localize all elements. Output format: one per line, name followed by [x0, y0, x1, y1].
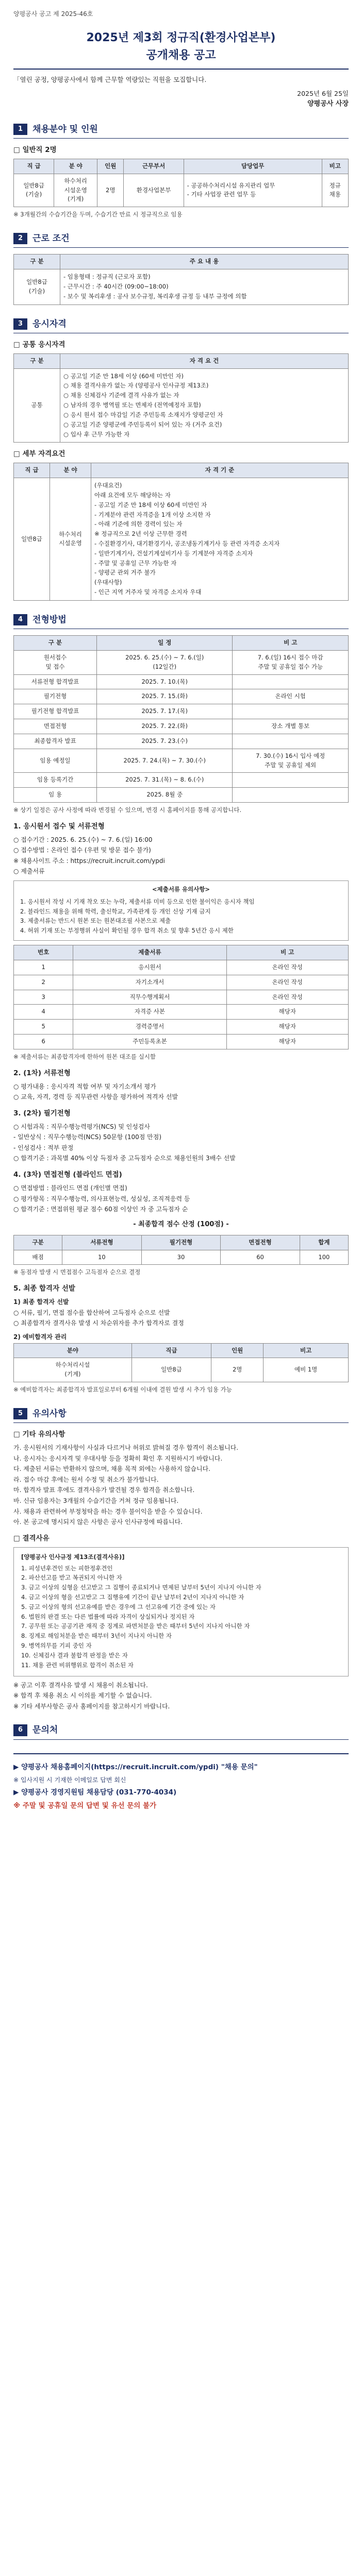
table-cell: 자격증 사본: [73, 1005, 226, 1020]
list-item: - 양평군 관외 거주 불가: [94, 569, 156, 577]
table-cell: 100: [300, 1250, 348, 1265]
detail-eligibility-table: [13, 463, 349, 601]
table-row: [14, 1005, 349, 1020]
submission-notes-box: [13, 880, 349, 941]
table-row: [14, 689, 349, 704]
table-cell: 2025. 7. 23.(수): [97, 734, 233, 749]
table-row: [14, 1250, 349, 1265]
table-cell: 원서접수 및 접수: [14, 651, 97, 675]
list-item: ○ 응시 원서 접수 마감일 기준 주민등록 소재지가 양평군인 자: [63, 411, 223, 418]
table-cell: 자기소개서: [73, 975, 226, 990]
section-selection-process: [13, 613, 349, 629]
table-cell: 3: [14, 990, 73, 1005]
table-cell: 경력증명서: [73, 1020, 226, 1035]
list-item: 가. 응시원서의 기재사항이 사실과 다르거나 허위로 밝혀질 경우 합격이 취소됩니다.: [13, 1444, 239, 1452]
table-cell: 배점: [14, 1250, 62, 1265]
table-cell: 정규 채용: [322, 174, 348, 207]
application-heading: 1. 응시원서 접수 및 서류전형: [13, 822, 105, 831]
list-item: ○ 입사 후 근무 가능한 자: [63, 430, 130, 438]
section-title: 채용분야 및 인원: [32, 124, 98, 134]
list-item: ○ 시험과목 : 직무수행능력평가(NCS) 및 인성검사: [13, 1123, 150, 1130]
section-number: 3: [13, 318, 27, 330]
column-header: 비고: [322, 159, 348, 174]
column-header: 비 고: [233, 636, 349, 651]
table-cell: 장소 개별 통보: [233, 719, 349, 734]
score-formula-title: - 최종합격 점수 산정 (100점) -: [133, 1220, 229, 1228]
other-notes-items: [13, 1443, 349, 1527]
list-item: 5. 금고 이상의 형의 선고유예를 받은 경우에 그 선고유예 기간 중에 있는 자: [21, 1603, 216, 1611]
list-item: ○ 서류, 필기, 면접 점수를 합산하여 고득점자 순으로 선발: [13, 1309, 170, 1316]
table-cell: 일반8급: [131, 1358, 211, 1382]
other-notes-heading: □ 기타 유의사항: [13, 1430, 65, 1439]
column-header: 구 분: [14, 353, 60, 368]
list-item: ○ 평가항목 : 직무수행능력, 의사표현능력, 성실성, 조직적응력 등: [13, 1195, 190, 1202]
table-row: [14, 773, 349, 788]
disqualification-items: [21, 1564, 341, 1670]
table-cell: 임용 등록기간: [14, 773, 97, 788]
list-item: 라. 접수 마감 후에는 원서 수정 및 취소가 불가합니다.: [13, 1476, 159, 1483]
list-item: ※ 공고 이후 결격사유 발생 시 채용이 취소됩니다.: [13, 1681, 148, 1689]
table-row: [14, 960, 349, 975]
detail-field: 하수처리 시설운영: [50, 478, 91, 601]
list-item: 나. 응시자는 응시자격 및 우대사항 등을 정확히 확인 후 지원하시기 바랍니다.: [13, 1454, 223, 1462]
table-cell: 하수처리 시설운영 (기계): [54, 174, 97, 207]
column-header: 인원: [211, 1343, 264, 1358]
list-item: 8. 징계로 해임처분을 받은 때부터 3년이 지나지 아니한 자: [21, 1632, 172, 1640]
column-header: 인원: [97, 159, 124, 174]
section-conditions: [13, 232, 349, 248]
list-item: 1. 피성년후견인 또는 피한정후견인: [21, 1564, 113, 1572]
section-contact: [13, 1723, 349, 1739]
table-cell: 필기전형: [14, 689, 97, 704]
notice-number: 양평공사 공고 제 2025-46호: [13, 10, 93, 18]
table-row: [14, 704, 349, 719]
column-header: 제출서류: [73, 945, 226, 960]
notice-date: 2025년 6월 25일: [297, 90, 349, 98]
table-cell: [233, 674, 349, 689]
notice-org: 양평공사 사장: [307, 99, 349, 108]
table-cell: 온라인 작성: [226, 975, 348, 990]
table-cell: 1: [14, 960, 73, 975]
common-label: 공통: [14, 368, 60, 443]
sub-heading-detail: □ 세부 자격요건: [13, 450, 65, 459]
table-row: [14, 975, 349, 990]
column-header: 번호: [14, 945, 73, 960]
column-header: 직급: [131, 1343, 211, 1358]
table-row: [14, 1034, 349, 1049]
list-item: ○ 최종합격자 결격사유 발생 시 차순위자를 추가 합격자로 결정: [13, 1319, 184, 1327]
contact-warning: ※ 주말 및 공휴일 문의 답변 및 유선 문의 불가: [13, 1802, 157, 1810]
conditions-items: [60, 269, 349, 304]
column-header: 자 격 기 준: [91, 463, 349, 478]
application-lines: [13, 835, 349, 876]
list-item: ※ 합격 후 채용 취소 시 이의를 제기할 수 없습니다.: [13, 1692, 152, 1700]
table-cell: 온라인 작성: [226, 960, 348, 975]
list-item: - 기계분야 관련 자격증을 1개 이상 소지한 자: [94, 511, 211, 518]
list-item: 2. 파산선고를 받고 복권되지 아니한 자: [21, 1574, 122, 1582]
list-item: ○ 평가내용 : 응시자격 적합 여부 및 자기소개서 평가: [13, 1082, 156, 1090]
schedule-table: [13, 635, 349, 803]
list-item: - 임용형태 : 정규직 (근로자 포함): [63, 273, 151, 281]
column-header: 구 분: [14, 255, 60, 269]
interview-lines: [13, 1183, 349, 1214]
list-item: ○ 채용 신체검사 기준에 결격 사유가 없는 자: [63, 392, 179, 399]
table-row: [14, 651, 349, 675]
score-table: [13, 1235, 349, 1265]
table-cell: 10: [62, 1250, 142, 1265]
section-title: 전형방법: [32, 614, 67, 625]
table-cell: 60: [221, 1250, 300, 1265]
table-cell: 2025. 7. 10.(목): [97, 674, 233, 689]
table-cell: 해당자: [226, 1034, 348, 1049]
list-item: - 인성검사 : 적부 판정: [13, 1144, 74, 1151]
list-item: - 일반상식 : 직무수행능력(NCS) 50문항 (100점 만점): [13, 1133, 162, 1141]
table-cell: 2: [14, 975, 73, 990]
list-item: 1. 응시원서 작성 시 기재 착오 또는 누락, 제출서류 미비 등으로 인한 불이익은 응시자 책임: [20, 897, 255, 905]
list-item: ○ 제출서류: [13, 868, 45, 875]
table-cell: [233, 773, 349, 788]
table-row: [14, 1358, 349, 1382]
contact-box: [13, 1753, 349, 1811]
list-item: (우대사항): [94, 579, 122, 586]
list-item: ○ 남자의 경우 병역필 또는 면제자 (전역예정자 포함): [63, 401, 201, 409]
table-cell: [233, 704, 349, 719]
detail-grade: 일반8급: [14, 478, 50, 601]
table-cell: 하수처리시설 (기계): [14, 1358, 132, 1382]
table-cell: 환경사업본부: [124, 174, 184, 207]
column-header: 담당업무: [184, 159, 322, 174]
reserve-note: ※ 예비합격자는 최종합격자 발표일로부터 6개월 이내에 결원 발생 시 추가 임용 가능: [13, 1386, 232, 1394]
table-cell: [233, 734, 349, 749]
column-header: 합계: [300, 1235, 348, 1250]
column-header: 주 요 내 용: [60, 255, 349, 269]
table-cell: 30: [141, 1250, 221, 1265]
list-item: ○ 접수기간 : 2025. 6. 25.(수) ~ 7. 6.(일) 16:00: [13, 836, 153, 843]
list-item: ○ 교육, 자격, 경력 등 직무관련 사항을 평가하여 적격자 선발: [13, 1093, 178, 1101]
common-eligibility-table: [13, 353, 349, 443]
table-row: [14, 749, 349, 773]
column-header: 분 야: [50, 463, 91, 478]
column-header: 근무부서: [124, 159, 184, 174]
list-item: 4. 금고 이상의 형을 선고받고 그 집행유예 기간이 끝난 날부터 2년이 지나지 아니한 자: [21, 1594, 244, 1601]
section-recruitment: [13, 123, 349, 139]
list-item: 11. 채용 관련 비위행위로 합격이 취소된 자: [21, 1661, 134, 1669]
column-header: 분야: [14, 1343, 132, 1358]
conditions-grade: 일반8급 (기술): [14, 269, 60, 304]
table-cell: 면접전형: [14, 719, 97, 734]
intro-text: 「열린 공정, 양평공사에서 함께 근무할 역량있는 직원을 모집합니다.: [13, 75, 207, 83]
table-cell: 2025. 6. 25.(수) ~ 7. 6.(일) (12일간): [97, 651, 233, 675]
table-row: [14, 719, 349, 734]
table-cell: 서류전형 합격발표: [14, 674, 97, 689]
list-item: ○ 합격기준 : 과목별 40% 이상 득점자 중 고득점자 순으로 채용인원의 3배수 선발: [13, 1155, 236, 1162]
table-cell: 일반8급 (기술): [14, 174, 54, 207]
section-number: 5: [13, 1408, 27, 1419]
list-item: 마. 합격자 발표 후에도 결격사유가 발견될 경우 합격을 취소합니다.: [13, 1486, 195, 1494]
submission-notes-items: [20, 897, 342, 936]
sub-heading: □ 일반직 2명: [13, 146, 57, 155]
table-row: [14, 788, 349, 803]
list-item: 6. 법원의 판결 또는 다른 법률에 따라 자격이 상실되거나 정지된 자: [21, 1613, 195, 1620]
list-item: - 아래 기준에 의한 경력이 있는 자: [94, 520, 183, 528]
table-cell: 4: [14, 1005, 73, 1020]
list-item: 2. 블라인드 채용을 위해 학력, 출신학교, 가족관계 등 개인 신상 기재 금지: [20, 907, 211, 915]
list-item: - 인근 지역 거주자 및 자격증 소지자 우대: [94, 588, 202, 596]
list-item: 다. 제출된 서류는 반환하지 않으며, 채용 목적 외에는 사용하지 않습니다.: [13, 1465, 210, 1473]
list-item: ※ 기타 세부사항은 공사 홈페이지를 참고하시기 바랍니다.: [13, 1702, 170, 1710]
list-item: 10. 신체검사 결과 불합격 판정을 받은 자: [21, 1651, 128, 1659]
list-item: - 공고일 기준 만 18세 이상 60세 미만인 자: [94, 501, 207, 509]
recruitment-table: [13, 159, 349, 207]
sub-heading-common: □ 공통 응시자격: [13, 340, 65, 349]
contact-email-note: ※ 입사지원 시 기재한 이메일로 답변 회신: [13, 1776, 126, 1784]
table-cell: [233, 788, 349, 803]
final-selection-lines: [13, 1308, 349, 1328]
table-cell: 예비 1명: [264, 1358, 349, 1382]
table-cell: - 공공하수처리시설 유지관리 업무 - 기타 사업장 관련 업무 등: [184, 174, 322, 207]
table-cell: 주민등록초본: [73, 1034, 226, 1049]
list-item: ※ 채용사이트 주소 : https://recruit.incruit.com/ypdi: [13, 857, 165, 865]
schedule-note: ※ 상기 일정은 공사 사정에 따라 변경될 수 있으며, 변경 시 홈페이지를 통해 공지합니다.: [13, 806, 242, 814]
disqualification-box: [13, 1547, 349, 1676]
table-cell: 2025. 7. 22.(화): [97, 719, 233, 734]
table-cell: 필기전형 합격발표: [14, 704, 97, 719]
table-cell: 2025. 7. 24.(목) ~ 7. 30.(수): [97, 749, 233, 773]
list-item: - 근무시간 : 주 40시간 (09:00~18:00): [63, 282, 169, 290]
table-row: [14, 674, 349, 689]
table-cell: 임 용: [14, 788, 97, 803]
table-cell: 온라인 작성: [226, 990, 348, 1005]
reserve-table: [13, 1343, 349, 1382]
section-notes: [13, 1407, 349, 1423]
section-title: 응시자격: [32, 318, 67, 329]
list-item: (우대요건): [94, 482, 122, 489]
list-item: ○ 합격기준 : 면접위원 평균 점수 60점 이상인 자 중 고득점자 순: [13, 1206, 188, 1213]
list-item: - 일반기계기사, 건설기계설비기사 등 기계분야 자격증 소지자: [94, 549, 253, 557]
column-header: 자 격 요 건: [60, 353, 349, 368]
column-header: 구 분: [14, 636, 97, 651]
list-item: 3. 금고 이상의 실형을 선고받고 그 집행이 종료되거나 면제된 날부터 5년이 지나지 아니한 자: [21, 1584, 261, 1591]
list-item: ○ 공고일 기준 만 18세 이상 (60세 미만인 자): [63, 372, 184, 380]
section-title: 유의사항: [32, 1408, 67, 1419]
document-screening-lines: [13, 1082, 349, 1102]
written-test-heading: 3. (2차) 필기전형: [13, 1109, 71, 1117]
score-note: ※ 동점자 발생 시 면접점수 고득점자 순으로 결정: [13, 1268, 141, 1276]
list-item: 아. 본 공고에 명시되지 않은 사항은 공사 인사규정에 따릅니다.: [13, 1518, 183, 1526]
detail-items: [91, 478, 349, 601]
contact-website-link[interactable]: ▶ 양평공사 채용홈페이지(https://recruit.incruit.com/ypdi) "채용 문의": [13, 1762, 258, 1771]
table-cell: 7. 6.(일) 16시 접수 마감 주말 및 공휴일 접수 가능: [233, 651, 349, 675]
table-cell: 해당자: [226, 1005, 348, 1020]
table-cell: 최종합격자 발표: [14, 734, 97, 749]
column-header: 직 급: [14, 159, 54, 174]
table-cell: 2명: [97, 174, 124, 207]
list-item: 7. 공무원 또는 공공기관 재직 중 징계로 파면처분을 받은 때부터 5년이 지나지 아니한 자: [21, 1622, 250, 1630]
table-cell: 7. 30.(수) 16시 입사 예정 주말 및 공휴일 제외: [233, 749, 349, 773]
disqualification-title: [양평공사 인사규정 제13조(결격사유)]: [21, 1553, 125, 1561]
conditions-table: [13, 254, 349, 304]
table-row: [14, 174, 349, 207]
common-items: [60, 368, 349, 443]
column-header: 분 야: [54, 159, 97, 174]
interview-heading: 4. (3차) 면접전형 (블라인드 면접): [13, 1171, 122, 1179]
column-header: 비고: [264, 1343, 349, 1358]
table-cell: 온라인 시험: [233, 689, 349, 704]
column-header: 서류전형: [62, 1235, 142, 1250]
written-test-lines: [13, 1122, 349, 1163]
probation-note: ※ 3개월간의 수습기간을 두며, 수습기간 만료 시 정규직으로 임용: [13, 211, 183, 218]
column-header: 직 급: [14, 463, 50, 478]
documents-table: [13, 945, 349, 1049]
list-item: 바. 신규 임용자는 3개월의 수습기간을 거쳐 정규 임용됩니다.: [13, 1497, 179, 1505]
table-row: [14, 1020, 349, 1035]
table-cell: 직무수행계획서: [73, 990, 226, 1005]
table-cell: 5: [14, 1020, 73, 1035]
reserve-sub: 2) 예비합격자 관리: [13, 1333, 67, 1341]
list-item: ○ 채용 결격사유가 없는 자 (양평공사 인사규정 제13조): [63, 382, 209, 389]
section-eligibility: [13, 317, 349, 333]
list-item: - 보수 및 복리후생 : 공사 보수규정, 복리후생 규정 등 내부 규정에 의함: [63, 292, 247, 300]
table-row: [14, 734, 349, 749]
column-header: 필기전형: [141, 1235, 221, 1250]
table-cell: 응시원서: [73, 960, 226, 975]
table-cell: 2025. 7. 31.(목) ~ 8. 6.(수): [97, 773, 233, 788]
section-number: 2: [13, 233, 27, 244]
list-item: 사. 채용과 관련하여 부정청탁을 하는 경우 불이익을 받을 수 있습니다.: [13, 1507, 203, 1515]
table-cell: 2025. 7. 17.(목): [97, 704, 233, 719]
table-cell: 2명: [211, 1358, 264, 1382]
disqualification-heading: □ 결격사유: [13, 1534, 50, 1543]
list-item: - 수질환경기사, 대기환경기사, 공조냉동기계기사 등 관련 자격증 소지자: [94, 539, 280, 547]
column-header: 일 정: [97, 636, 233, 651]
section-number: 1: [13, 124, 27, 135]
list-item: ○ 면접방법 : 블라인드 면접 (개인별 면접): [13, 1184, 127, 1192]
list-item: ○ 공고일 기준 양평군에 주민등록이 되어 있는 자 (거주 요건): [63, 420, 222, 428]
table-cell: 2025. 7. 15.(화): [97, 689, 233, 704]
list-item: 아래 요건에 모두 해당하는 자: [94, 491, 171, 499]
column-header: 구분: [14, 1235, 62, 1250]
column-header: 비 고: [226, 945, 348, 960]
page-title-line2: 공개채용 공고: [13, 47, 349, 70]
section-title: 문의처: [32, 1725, 58, 1736]
page-title-line1: 2025년 제3회 정규직(환경사업본부): [86, 31, 276, 44]
section-number: 4: [13, 614, 27, 625]
column-header: 면접전형: [221, 1235, 300, 1250]
section-title: 근로 조건: [32, 233, 70, 244]
table-cell: 6: [14, 1034, 73, 1049]
table-row: [14, 990, 349, 1005]
table-cell: 2025. 8월 중: [97, 788, 233, 803]
list-item: ○ 접수방법 : 온라인 접수 (우편 및 방문 접수 불가): [13, 846, 151, 854]
list-item: 9. 병역의무를 기피 중인 자: [21, 1642, 92, 1650]
submission-notes-title: <제출서류 유의사항>: [152, 886, 210, 893]
table-cell: 해당자: [226, 1020, 348, 1035]
documents-note: ※ 제출서류는 최종합격자에 한하여 원본 대조를 실시함: [13, 1053, 156, 1060]
table-cell: 임용 예정일: [14, 749, 97, 773]
final-selection-heading: 5. 최종 합격자 선발: [13, 1284, 75, 1293]
list-item: 3. 제출서류는 반드시 원본 또는 원본대조필 사본으로 제출: [20, 917, 171, 925]
section-number: 6: [13, 1724, 27, 1736]
list-item: ※ 정규직으로 2년 이상 근무한 경력: [94, 530, 187, 538]
contact-phone: ▶ 양평공사 경영지원팀 채용담당 (031-770-4034): [13, 1788, 177, 1797]
disqualification-tail: [13, 1681, 349, 1711]
list-item: 4. 허위 기재 또는 부정행위 사실이 확인될 경우 합격 취소 및 향후 5년간 응시 제한: [20, 927, 234, 935]
document-screening-heading: 2. (1차) 서류전형: [13, 1069, 71, 1077]
list-item: - 주말 및 공휴일 근무 가능한 자: [94, 559, 177, 567]
final-selection-sub1: 1) 최종 합격자 선발: [13, 1298, 69, 1306]
